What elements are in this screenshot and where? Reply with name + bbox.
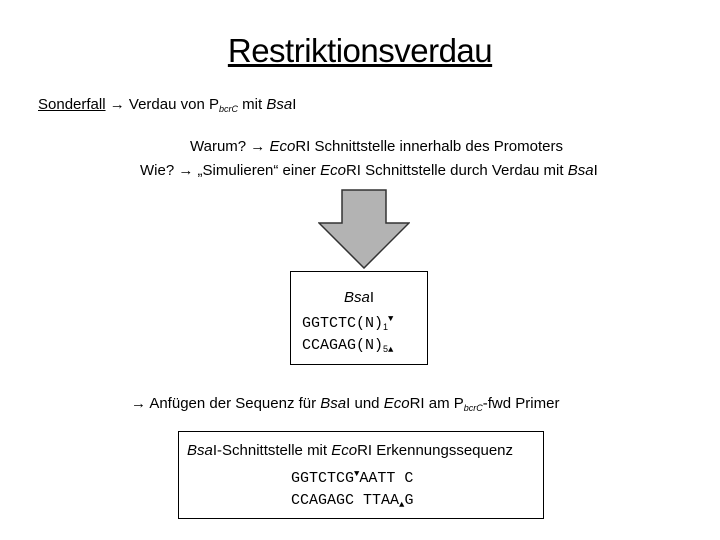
bottom-strand-seq: CCAGAG(N): [302, 337, 384, 354]
bottom-strand-subscript: 5: [383, 344, 389, 354]
how-question: Wie?: [140, 162, 175, 179]
top-left-seq: GGTCTCG: [291, 470, 355, 487]
promoter-subscript: bcrC: [218, 104, 238, 114]
enzyme-roman: I: [346, 395, 351, 412]
page-title: Restriktionsverdau: [227, 32, 493, 69]
down-arrow-icon: [318, 189, 410, 269]
enzyme-italic: Bsa: [567, 162, 594, 179]
enzyme-italic: Bsa: [343, 289, 370, 306]
enzyme-roman: I: [369, 289, 375, 306]
bsai-name: [291, 289, 427, 306]
right-arrow-icon: →: [178, 162, 194, 179]
enzyme-roman: I: [593, 162, 598, 179]
why-question: Warum?: [190, 138, 247, 155]
combined-box-heading: [187, 442, 513, 459]
cut-marker-up-icon: ▲: [388, 345, 394, 355]
cut-marker-down-icon: ▼: [354, 469, 360, 479]
how-text-mid: Schnittstelle durch Verdau mit: [360, 162, 568, 179]
combined-site-box: [178, 431, 544, 519]
append-text-mid: und: [350, 395, 384, 412]
combined-bottom-strand: [291, 492, 413, 510]
right-arrow-icon: →: [131, 395, 146, 412]
enzyme-roman: RI: [409, 395, 425, 412]
enzyme-italic: Eco: [331, 442, 358, 459]
special-case-mid: mit: [237, 96, 267, 113]
special-case-text: Verdau von P: [128, 96, 219, 113]
enzyme-italic: Bsa: [320, 395, 347, 412]
append-line: [131, 395, 559, 413]
bsai-recognition-box: [290, 271, 428, 365]
special-case-label: Sonderfall: [38, 96, 106, 113]
append-text-mid2: am P: [424, 395, 464, 412]
heading-text-end: RI Erkennungssequenz: [357, 442, 514, 459]
bottom-right-seq: G: [404, 492, 414, 509]
special-case-line: [38, 96, 296, 114]
top-strand-seq: GGTCTC(N): [302, 315, 384, 332]
enzyme-roman: I: [292, 96, 297, 113]
enzyme-roman: RI: [345, 162, 361, 179]
why-line: [190, 138, 563, 155]
cut-marker-up-icon: ▲: [399, 500, 405, 510]
enzyme-italic: Bsa: [187, 442, 213, 459]
how-text: „Simulieren“ einer: [197, 162, 321, 179]
combined-top-strand: [291, 469, 413, 487]
down-arrow-shape: [319, 190, 409, 268]
enzyme-italic: Bsa: [266, 96, 293, 113]
top-strand-subscript: 1: [383, 322, 389, 332]
how-line: [140, 162, 598, 179]
promoter-subscript: bcrC: [463, 403, 483, 413]
heading-text: I-Schnittstelle mit: [212, 442, 332, 459]
enzyme-roman: RI: [295, 138, 311, 155]
top-right-seq: AATT C: [359, 470, 414, 487]
enzyme-italic: Eco: [320, 162, 346, 179]
append-text-after: -fwd Primer: [482, 395, 560, 412]
enzyme-italic: Eco: [383, 395, 410, 412]
append-text: Anfügen der Sequenz für: [146, 395, 321, 412]
bottom-left-seq: CCAGAGC TTAA: [291, 492, 400, 509]
right-arrow-icon: →: [250, 138, 266, 155]
cut-marker-down-icon: ▼: [388, 314, 394, 324]
why-text: Schnittstelle innerhalb des Promoters: [310, 138, 563, 155]
enzyme-italic: Eco: [269, 138, 296, 155]
right-arrow-icon: →: [109, 96, 125, 113]
top-strand: [302, 314, 393, 332]
bottom-strand: [302, 337, 393, 355]
